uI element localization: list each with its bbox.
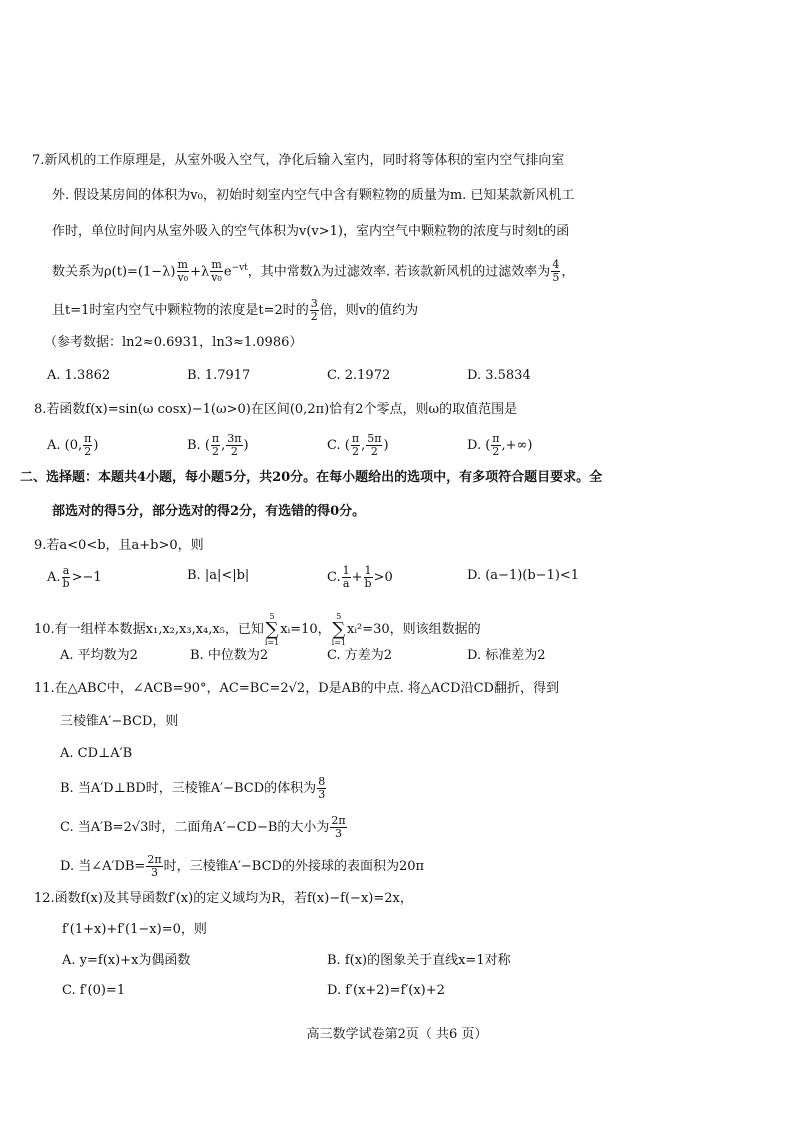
q7-fraction-m-v0: $\frac{m}{\text{v₀}}$: [177, 258, 189, 285]
q10-sum-symbol-2: 5 ∑ i=1: [331, 612, 347, 647]
q7-option-d[interactable]: D. 3.5834: [467, 368, 531, 383]
q10-option-b[interactable]: B. 中位数为2: [190, 648, 269, 663]
q11-line2: 三棱锥A′−BCD，则: [60, 714, 179, 729]
q12-option-d[interactable]: D. f′(x+2)=f′(x)+2: [327, 983, 445, 998]
q9-stem: 9.若a<0<b，且a+b>0，则: [34, 538, 204, 553]
q7-option-b[interactable]: B. 1.7917: [187, 368, 251, 383]
q7-line4: 数关系为ρ(t)=(1−λ) $\frac{m}{\text{v₀}}$ +λ $\frac{m}{\text{v₀}}$ $e^{-vt}$，其中常数λ为过滤效率. 若该款新风机的过滤效率为 $\frac{4}{5}$ ，: [52, 258, 575, 285]
q7-function-start: 数关系为ρ(t)=(1−λ): [52, 264, 176, 280]
q11-option-c[interactable]: C. 当A′B=2√3时，二面角A′−CD−B的大小为 $\frac{2\pi}{3}$: [60, 814, 346, 840]
q7-option-a[interactable]: A. 1.3862: [47, 368, 111, 383]
q10-stem: 10.有一组样本数据x₁,x₂,x₃,x₄,x₅，已知 5 ∑ i=1 xᵢ=10， 5 ∑ i=1 xᵢ²=30，则该组数据的: [34, 612, 481, 647]
q10-option-a[interactable]: A. 平均数为2: [60, 648, 138, 663]
q8-option-b[interactable]: B. ( $\frac{\pi}{2}$ , $\frac{3\pi}{2}$ ): [187, 432, 249, 458]
q8-option-a[interactable]: A. (0, $\frac{\pi}{2}$ ): [47, 432, 99, 458]
q9-option-c[interactable]: C. $\frac{1}{a}$ + $\frac{1}{b}$ >0: [327, 564, 393, 590]
q8-option-d[interactable]: D. ( $\frac{\pi}{2}$ ,+∞): [467, 432, 533, 458]
q9-option-d[interactable]: D. (a−1)(b−1)<1: [467, 568, 580, 583]
q7-ratio-fraction: $\frac{3}{2}$: [310, 297, 318, 323]
q11-line1: 11.在△ABC中，∠ACB=90°，AC=BC=2√2，D是AB的中点. 将△ACD沿CD翻折，得到: [34, 681, 559, 696]
q12-options-row1: [0, 950, 794, 972]
section2-heading-line2: 部选对的得5分，部分选对的得2分，有选错的得0分。: [52, 504, 366, 519]
q9-options: [0, 564, 794, 590]
q7-efficiency-fraction: $\frac{4}{5}$: [552, 258, 560, 285]
q8-options: [0, 432, 794, 458]
q12-option-b[interactable]: B. f(x)的图象关于直线x=1对称: [327, 953, 511, 968]
q9-option-b[interactable]: B. |a|<|b|: [187, 568, 250, 583]
q11-option-a[interactable]: A. CD⊥A′B: [60, 746, 133, 761]
q7-option-c[interactable]: C. 2.1972: [327, 368, 391, 383]
q7-fraction-m-v0-2: $\frac{m}{\text{v₀}}$: [211, 258, 222, 285]
q7-options: [0, 365, 794, 387]
q8-option-c[interactable]: C. ( $\frac{\pi}{2}$ , $\frac{5\pi}{2}$ ): [327, 432, 389, 458]
q12-line1: 12.函数f(x)及其导函数f′(x)的定义域均为R，若f(x)−f(−x)=2x，: [34, 891, 413, 906]
q11-option-d[interactable]: D. 当∠A′DB= $\frac{2\pi}{3}$ 时，三棱锥A′−BCD的外接球的表面积为20π: [60, 853, 425, 879]
q10-sum-symbol: 5 ∑ i=1: [264, 612, 280, 647]
section2-heading-line1: 二、选择题：本题共4小题，每小题5分，共20分。在每小题给出的选项中，有多项符合题目要求。全: [20, 470, 603, 485]
q7-line3: 作时，单位时间内从室外吸入的空气体积为v(v>1)，室内空气中颗粒物的浓度与时刻t的函: [52, 224, 570, 239]
q11-option-b[interactable]: B. 当A′D⊥BD时，三棱锥A′−BCD的体积为 $\frac{8}{3}$: [60, 775, 326, 801]
q10-option-c[interactable]: C. 方差为2: [327, 648, 393, 663]
q12-options-row2: [0, 980, 794, 1002]
q12-option-a[interactable]: A. y=f(x)+x为偶函数: [62, 953, 191, 968]
q10-options: [0, 645, 794, 667]
q7-line5: 且t=1时室内空气中颗粒物的浓度是t=2时的 $\frac{3}{2}$ 倍，则v的值约为: [52, 297, 419, 323]
q7-line1: 7.新风机的工作原理是，从室外吸入空气，净化后输入室内，同时将等体积的室内空气排向室: [32, 153, 565, 168]
q7-line2: 外. 假设某房间的体积为v₀，初始时刻室内空气中含有颗粒物的质量为m. 已知某款新风机工: [52, 188, 575, 203]
q9-option-a[interactable]: A. $\frac{a}{b}$ >−1: [47, 564, 102, 590]
q8-stem: 8.若函数f(x)=sin(ω cosx)−1(ω>0)在区间(0,2π)恰有2个零点，则ω的取值范围是: [34, 402, 518, 417]
page-footer: 高三数学试卷第2页（ 共6 页）: [306, 1027, 488, 1042]
q10-option-d[interactable]: D. 标准差为2: [467, 648, 546, 663]
q12-option-c[interactable]: C. f′(0)=1: [62, 983, 126, 998]
q7-exponent: −vt: [231, 263, 248, 273]
q12-line2: f′(1+x)+f′(1−x)=0，则: [62, 922, 207, 937]
q7-reference-data: （参考数据：ln2≈0.6931，ln3≈1.0986）: [44, 335, 303, 350]
